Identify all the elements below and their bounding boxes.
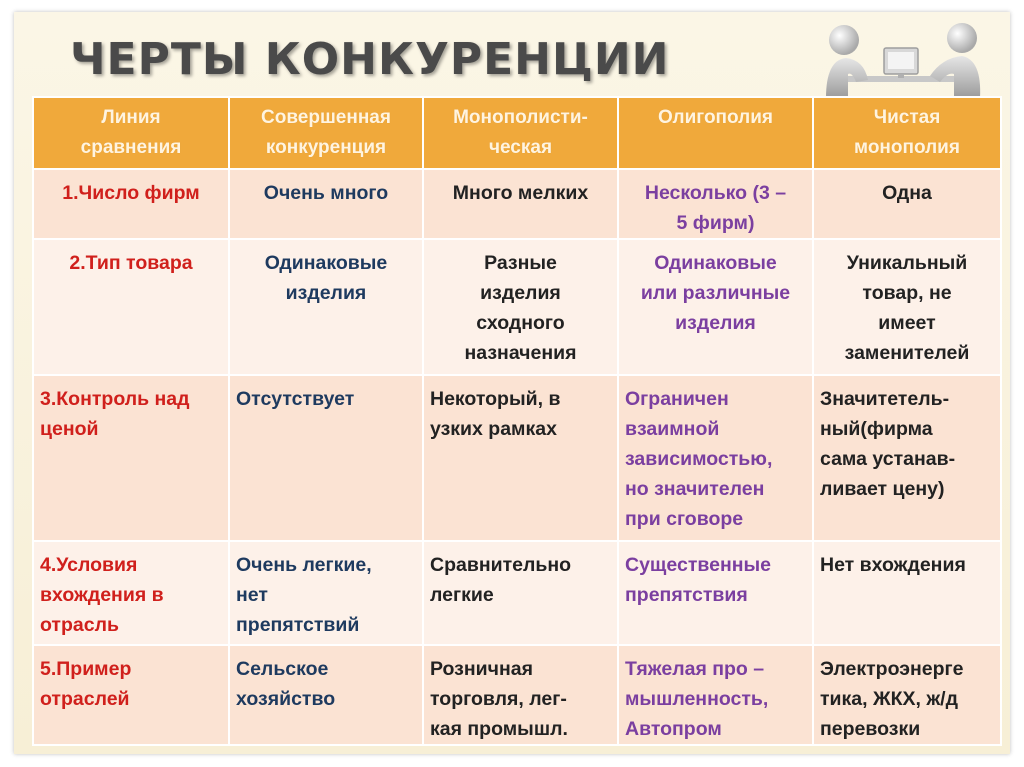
column-header-pure-monopoly: Чистая монополия [813,97,1001,169]
row-label: 3.Контроль над ценой [33,375,229,541]
table-cell: Одинаковые или различные изделия [618,239,813,375]
row-label: 1.Число фирм [33,169,229,239]
table-row [33,375,1001,541]
table-cell: Существенные препятствия [618,541,813,645]
table-cell: Ограничен взаимной зависимостью, но значителен при сговоре [618,375,813,541]
table-cell: Разные изделия сходного назначения [423,239,618,375]
table-cell: Тяжелая про – мышленность, Автопром [618,645,813,745]
row-label: 5.Пример отраслей [33,645,229,745]
table-cell: Уникальный товар, не имеет заменителей [813,239,1001,375]
slide-title: ЧЕРТЫ КОНКУРЕНЦИИ [70,34,670,85]
column-header-perfect-competition: Совершенная конкуренция [229,97,423,169]
table-cell: Сравнительно легкие [423,541,618,645]
column-header-oligopoly: Олигополия [618,97,813,169]
table-cell: Некоторый, в узких рамках [423,375,618,541]
row-label: 2.Тип товара [33,239,229,375]
column-header-monopolistic: Монополисти- ческая [423,97,618,169]
table-cell: Значитетель- ный(фирма сама устанав- ливает цену) [813,375,1001,541]
column-header-comparison-line: Линия сравнения [33,97,229,169]
comparison-table [32,96,1002,746]
table-cell: Одна [813,169,1001,239]
row-label: 4.Условия вхождения в отрасль [33,541,229,645]
table-cell: Сельское хозяйство [229,645,423,745]
table-row [33,645,1001,745]
table-cell: Нет вхождения [813,541,1001,645]
table-row [33,239,1001,375]
table-cell: Отсутствует [229,375,423,541]
table-cell: Электроэнерге тика, ЖКХ, ж/д перевозки [813,645,1001,745]
table-cell: Очень много [229,169,423,239]
table-cell: Очень легкие, нет препятствий [229,541,423,645]
table-cell: Одинаковые изделия [229,239,423,375]
table-cell: Много мелких [423,169,618,239]
table-cell: Несколько (3 – 5 фирм) [618,169,813,239]
table-header-row [33,97,1001,169]
table-cell: Розничная торговля, лег- кая промышл. [423,645,618,745]
two-people-at-computer-icon [812,18,992,98]
table-row [33,541,1001,645]
table-row [33,169,1001,239]
